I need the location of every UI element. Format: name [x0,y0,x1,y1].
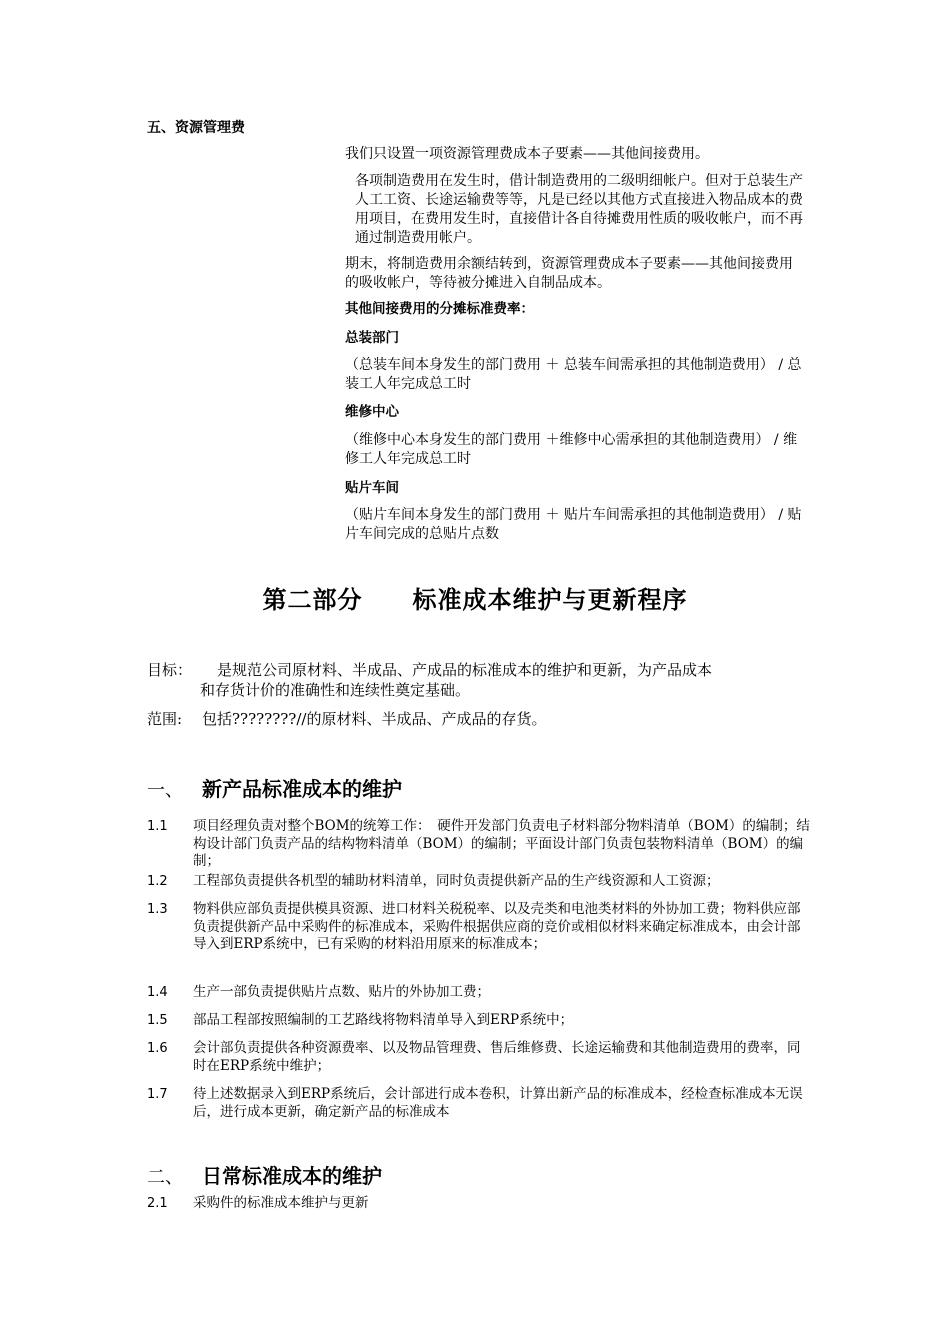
goal-text-line2: 和存货计价的准确性和连续性奠定基础。 [200,681,471,699]
dept-formula-smt: （贴片车间本身发生的部门费用 ＋ 贴片车间需承担的其他制造费用） / 贴片车间完成的总贴片点数 [345,507,802,542]
list-item [147,818,812,871]
dept-formula-assembly: （总装车间本身发生的部门费用 ＋ 总装车间需承担的其他制造费用） / 总装工人年完成总工时 [345,357,802,392]
rate-heading: 其他间接费用的分摊标准费率： [345,301,534,317]
dept-name-smt: 贴片车间 [345,480,399,496]
dept-name-repair: 维修中心 [345,404,399,420]
item-number: 1.6 [147,1041,168,1056]
dept-name-assembly: 总装部门 [345,330,399,346]
paragraph-resource-intro: 我们只设置一项资源管理费成本子要素——其他间接费用。 [345,146,709,162]
paragraph-overhead-accounting: 各项制造费用在发生时，借计制造费用的二级明细帐户。但对于总装生产人工工资、长途运输费等等，凡是已经以其他方式直接进入物品成本的费用项目，在费用发生时，直接借计各自待摊费用性质的吸收帐户，而不再通过制造费用帐户。 [355,173,803,246]
scope-label: 范围: [147,710,183,728]
section-number: 二、 [147,1167,183,1188]
item-text: 部品工程部按照编制的工艺路线将物料清单导入到ERP系统中； [193,1012,574,1028]
goal-label: 目标： [147,661,193,679]
item-number: 1.4 [147,985,168,1000]
section-number: 一、 [147,780,183,801]
section-title: 日常标准成本的维护 [202,1164,382,1188]
paragraph-period-end: 期末，将制造费用余额结转到，资源管理费成本子要素——其他间接费用的吸收帐户，等待被分摊进入自制品成本。 [345,256,793,291]
item-text: 工程部负责提供各机型的辅助材料清单，同时负责提供新产品的生产线资源和人工资源； [193,873,720,889]
item-text: 项目经理负责对整个BOM的统筹工作： 硬件开发部门负责电子材料部分物料清单（BOM）的编制；结构设计部门负责产品的结构物料清单（BOM）的编制；平面设计部门负责包装物料清单（BOM）的编制； [193,818,810,869]
item-text: 生产一部负责提供贴片点数、贴片的外协加工费； [193,984,490,1000]
item-number: 1.2 [147,874,168,889]
list-item [147,901,812,954]
list-item [147,1012,812,1030]
item-text: 采购件的标准成本维护与更新 [193,1195,369,1211]
part-title-text: 标准成本维护与更新程序 [412,586,688,614]
list-item [147,1040,812,1075]
goal-block [147,660,807,700]
section-heading-routine [147,1160,382,1189]
item-text: 待上述数据录入到ERP系统后，会计部进行成本卷积，计算出新产品的标准成本，经检查标准成本无误后，进行成本更新，确定新产品的标准成本 [193,1086,803,1120]
item-number: 1.7 [147,1087,168,1102]
item-number: 2.1 [147,1196,168,1211]
section-title: 新产品标准成本的维护 [202,777,402,801]
item-number: 1.1 [147,819,168,834]
item-text: 物料供应部负责提供模具资源、进口材料关税税率、以及壳类和电池类材料的外协加工费；物料供应部负责提供新产品中采购件的标准成本，采购件根据供应商的竞价或相似材料来确定标准成本，由会计部导入到ERP系统中，已有采购的材料沿用原来的标准成本； [193,901,801,952]
part-title [0,580,950,615]
scope-text: 包括????????//的原材料、半成品、产成品的存货。 [202,710,547,728]
part-title-number: 第二部分 [262,586,363,614]
goal-text-line1: 是规范公司原材料、半成品、产成品的标准成本的维护和更新，为产品成本 [217,661,713,679]
item-number: 1.5 [147,1013,168,1028]
list-item [147,1086,812,1121]
scope-block [147,709,546,729]
list-item [147,984,812,1002]
item-number: 1.3 [147,902,168,917]
section-heading-new-product [147,773,402,802]
section-heading-resource-fee: 五、资源管理费 [147,120,245,136]
dept-formula-repair: （维修中心本身发生的部门费用 ＋维修中心需承担的其他制造费用） / 维修工人年完成总工时 [345,432,798,467]
list-item [147,1195,812,1213]
list-item [147,873,812,891]
item-text: 会计部负责提供各种资源费率、以及物品管理费、售后维修费、长途运输费和其他制造费用的费率，同时在ERP系统中维护； [193,1040,801,1074]
